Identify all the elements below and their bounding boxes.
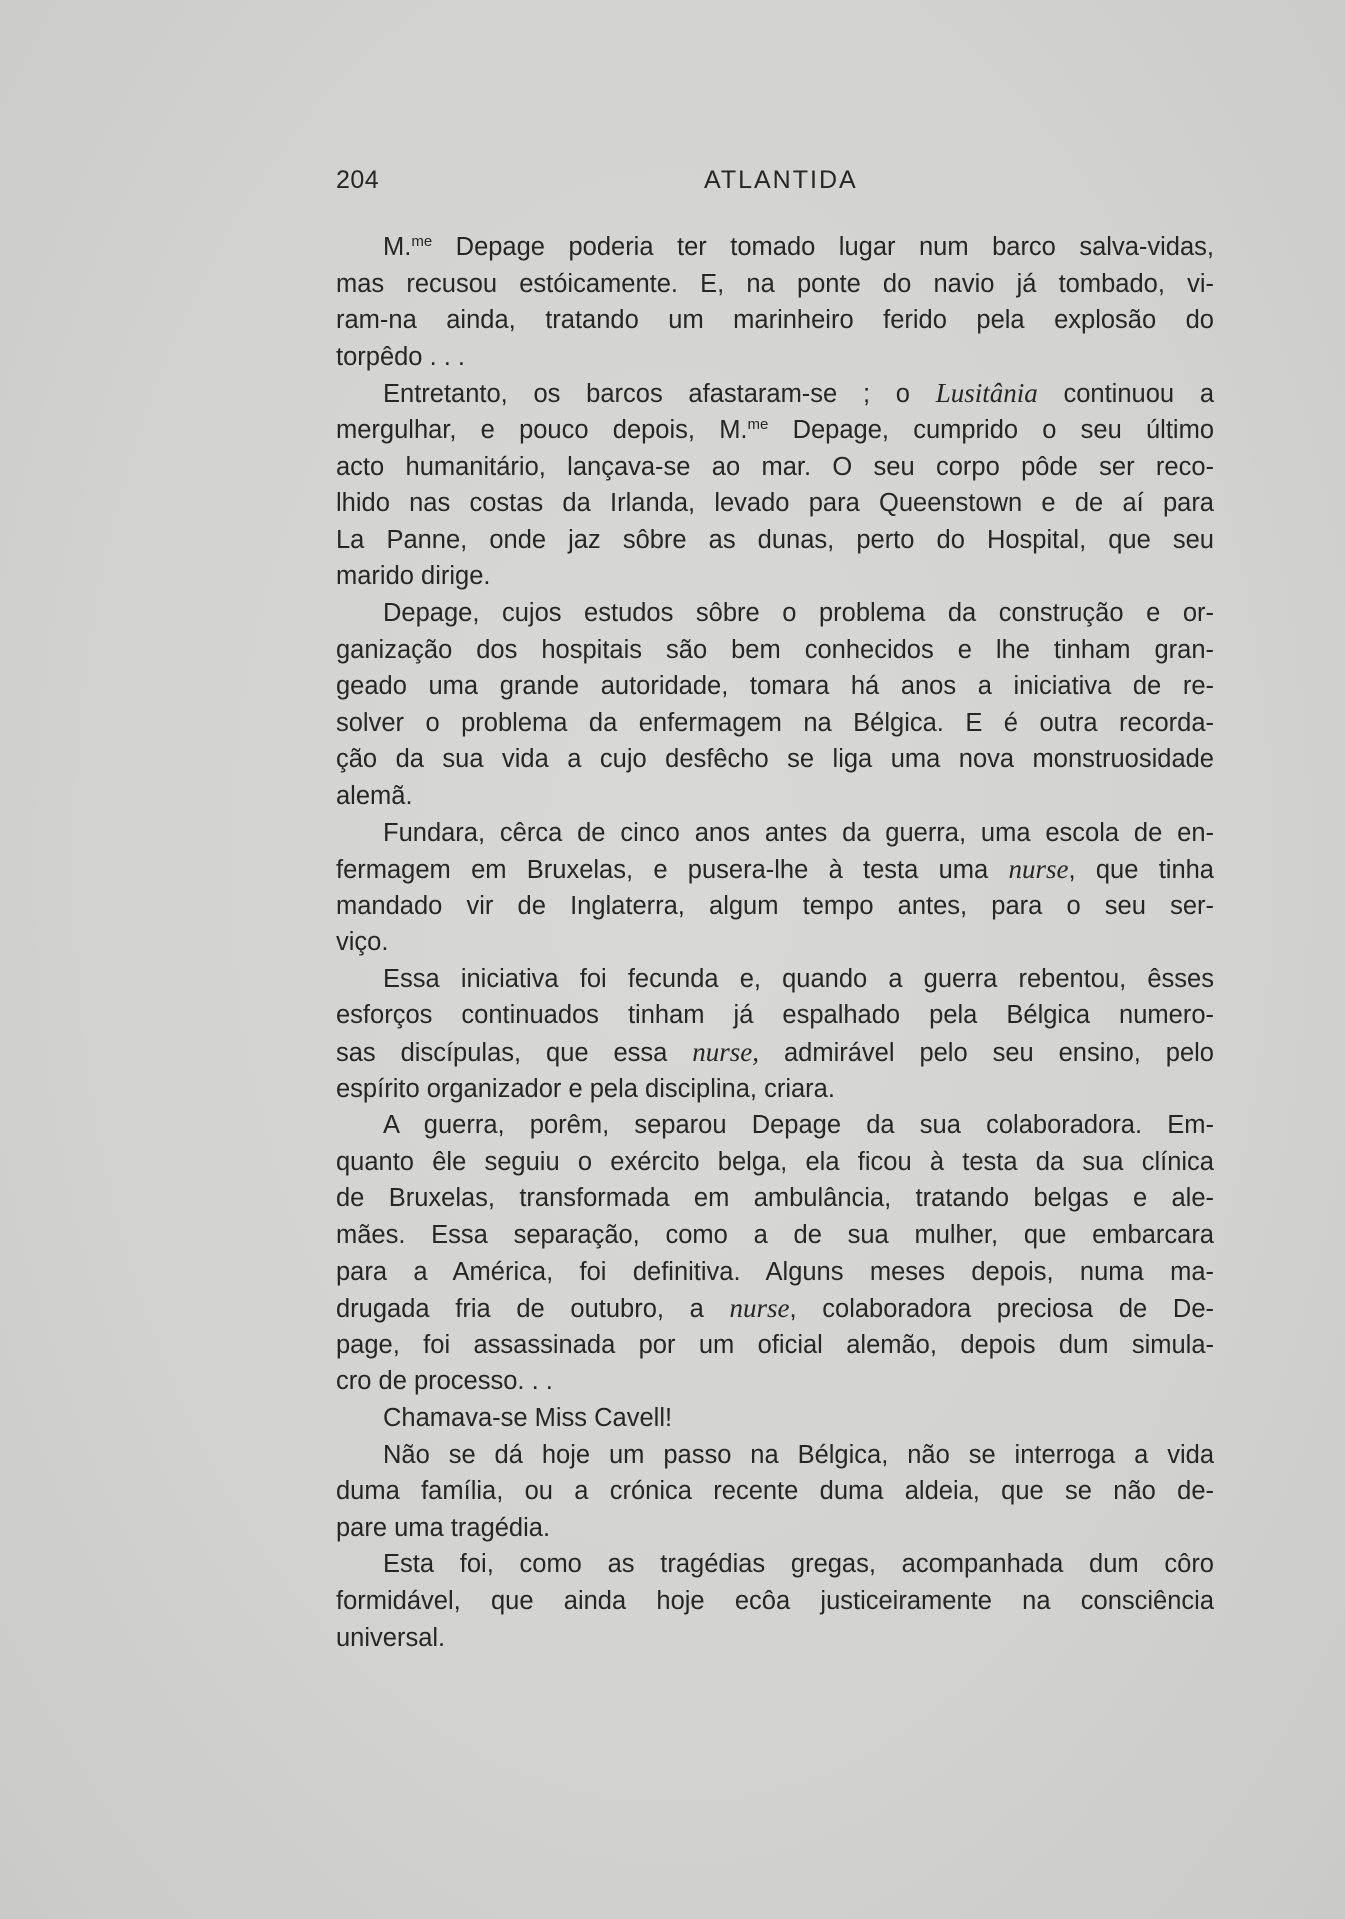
text-run: admirável pelo seu ensino, pelo — [759, 1039, 1214, 1068]
text-run: Entretanto, os barcos afastaram-se ; o — [383, 380, 936, 409]
text-run: , que tinha — [1068, 856, 1214, 885]
body-text — [336, 229, 1214, 1656]
text-run: Depage poderia ter tomado lugar num barco salva-vidas, — [432, 233, 1214, 261]
text-run: mergulhar, e pouco depois, M. — [336, 415, 748, 444]
text-line — [336, 1473, 1214, 1510]
text-run: torpêdo . . . — [336, 342, 465, 371]
text-run: Depage, cumprido o seu último — [768, 415, 1215, 444]
italic-text: Lusitânia — [935, 378, 1038, 409]
text-run: mandado vir de Inglaterra, algum tempo antes, para o seu ser- — [336, 891, 1214, 920]
text-line — [336, 778, 1214, 815]
text-line — [336, 339, 1214, 376]
text-run: esforços continuados tinham já espalhado pela Bélgica numero- — [336, 1001, 1214, 1030]
text-run: acto humanitário, lançava-se ao mar. O seu corpo pôde ser reco- — [336, 452, 1214, 481]
text-run: Esta foi, como as tragédias gregas, acompanhada dum côro — [383, 1550, 1214, 1579]
text-run: M. — [383, 233, 412, 261]
text-line — [336, 375, 1214, 412]
text-run: viço. — [336, 928, 389, 957]
text-line — [336, 1071, 1214, 1108]
text-run: mães. Essa separação, como a de sua mulher, que embarcara — [336, 1221, 1214, 1250]
text-run: Não se dá hoje um passo na Bélgica, não se interroga a vida — [383, 1440, 1214, 1469]
text-line — [336, 888, 1214, 925]
text-run: duma família, ou a crónica recente duma aldeia, que se não de- — [336, 1477, 1214, 1506]
text-run: lhido nas costas da Irlanda, levado para Queenstown e de aí para — [336, 489, 1214, 518]
text-run: de Bruxelas, transformada em ambulância, tratando belgas e ale- — [336, 1184, 1214, 1213]
text-line — [336, 1363, 1214, 1400]
text-line — [336, 1510, 1214, 1547]
superscript: me — [747, 415, 769, 433]
page-number: 204 — [336, 166, 380, 194]
text-line — [336, 1180, 1214, 1217]
text-line — [336, 558, 1214, 595]
text-line — [336, 1546, 1214, 1583]
text-line — [336, 1107, 1214, 1144]
text-run: solver o problema da enfermagem na Bélgica. E é outra recorda- — [336, 708, 1214, 737]
text-run: ganização dos hospitais são bem conhecidos e lhe tinham gran- — [336, 635, 1214, 664]
text-line — [336, 412, 1214, 449]
text-line — [336, 229, 1214, 266]
text-line — [336, 632, 1214, 669]
text-run: alemã. — [336, 781, 413, 810]
text-run: cro de processo. . . — [336, 1367, 553, 1396]
text-line — [336, 1437, 1214, 1474]
text-line — [336, 997, 1214, 1034]
text-line — [336, 1034, 1214, 1071]
text-run: marido dirige. — [336, 562, 491, 591]
text-line — [336, 1254, 1214, 1291]
text-line — [336, 595, 1214, 632]
text-run: Essa iniciativa foi fecunda e, quando a guerra rebentou, êsses — [383, 964, 1214, 993]
running-title: ATLANTIDA — [704, 166, 858, 194]
text-line — [336, 741, 1214, 778]
text-run: formidável, que ainda hoje ecôa justiceiramente na consciência — [336, 1586, 1214, 1615]
text-line — [336, 924, 1214, 961]
text-line — [336, 266, 1214, 303]
text-run: drugada fria de outubro, a — [336, 1295, 730, 1324]
superscript: me — [411, 233, 433, 250]
italic-text: nurse — [1008, 854, 1069, 885]
running-head — [336, 166, 1336, 206]
text-line — [336, 522, 1214, 559]
text-line — [336, 705, 1214, 742]
text-run: quanto êle seguiu o exército belga, ela ficou à testa da sua clínica — [336, 1147, 1214, 1176]
text-line — [336, 851, 1214, 888]
text-run: sas discípulas, que essa — [336, 1039, 693, 1068]
text-run: para a América, foi definitiva. Alguns meses depois, numa ma- — [336, 1257, 1214, 1286]
text-line — [336, 302, 1214, 339]
text-line — [336, 961, 1214, 998]
text-run: page, foi assassinada por um oficial alemão, depois dum simula- — [336, 1330, 1214, 1359]
text-line — [336, 1620, 1214, 1657]
text-run: universal. — [336, 1623, 446, 1652]
text-run: mas recusou estóicamente. E, na ponte do navio já tombado, vi- — [336, 269, 1214, 298]
text-line — [336, 1327, 1214, 1364]
text-run: fermagem em Bruxelas, e pusera-lhe à testa uma — [336, 856, 1009, 885]
text-line — [336, 449, 1214, 486]
text-line — [336, 485, 1214, 522]
italic-text: nurse, — [692, 1037, 760, 1068]
text-run: ção da sua vida a cujo desfêcho se liga uma nova monstruosidade — [336, 745, 1214, 774]
text-line — [336, 1217, 1214, 1254]
text-run: Depage, cujos estudos sôbre o problema da construção e or- — [383, 598, 1214, 627]
text-line — [336, 1144, 1214, 1181]
italic-text: nurse — [729, 1293, 790, 1324]
text-run: ram-na ainda, tratando um marinheiro ferido pela explosão do — [336, 306, 1214, 335]
text-run: Fundara, cêrca de cinco anos antes da guerra, uma escola de en- — [383, 818, 1214, 847]
text-run: continuou a — [1037, 380, 1214, 409]
text-line — [336, 668, 1214, 705]
text-run: espírito organizador e pela disciplina, criara. — [336, 1074, 835, 1103]
text-line — [336, 815, 1214, 852]
text-line — [336, 1400, 1214, 1437]
text-run: pare uma tragédia. — [336, 1513, 551, 1542]
text-run: La Panne, onde jaz sôbre as dunas, perto do Hospital, que seu — [336, 525, 1214, 554]
text-line — [336, 1583, 1214, 1620]
text-run: A guerra, porêm, separou Depage da sua colaboradora. Em- — [383, 1111, 1214, 1140]
text-run: , colaboradora preciosa de De- — [789, 1295, 1214, 1324]
text-run: Chamava-se Miss Cavell! — [383, 1404, 673, 1432]
text-run: geado uma grande autoridade, tomara há anos a iniciativa de re- — [336, 672, 1214, 701]
text-line — [336, 1290, 1214, 1327]
